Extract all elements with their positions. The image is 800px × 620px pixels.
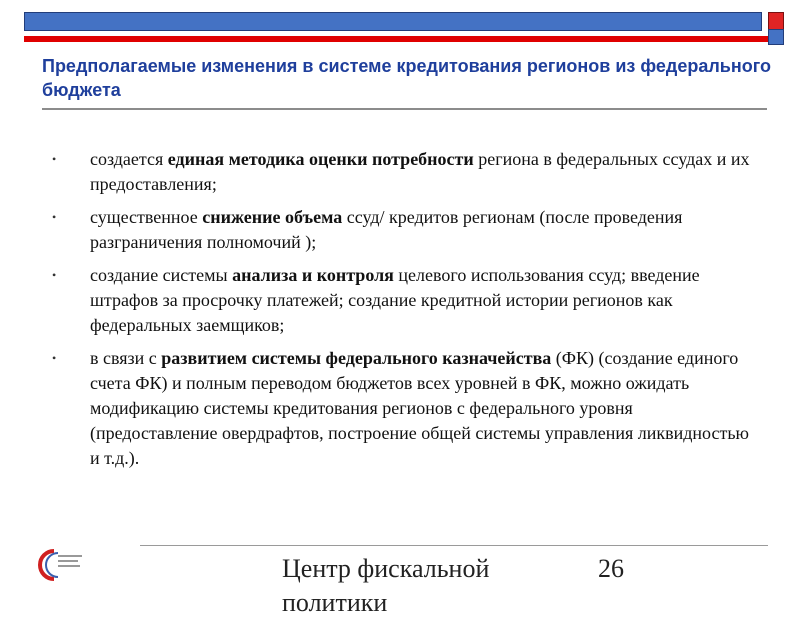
logo-icon [36, 547, 86, 583]
bullet-text-bold: единая методика оценки потребности [167, 149, 474, 169]
bullet-icon: • [52, 210, 57, 224]
bullet-item [52, 263, 752, 338]
header-band [24, 12, 762, 31]
header-red-line [24, 36, 782, 42]
title-divider [42, 108, 767, 110]
bullet-icon: • [52, 152, 57, 166]
bullet-list [52, 147, 752, 479]
bullet-text-bold: развитием системы федерального казначейства [161, 348, 552, 368]
bullet-text-post: (ФК) (создание единого счета ФК) и полным переводом бюджетов всех уровней в ФК, можно ожидать модификацию системы кредитования регионов с федерального уровня (предоставление овердрафтов, построение общей системы управления ликвидностью и т.д.). [90, 348, 749, 468]
bullet-item [52, 346, 752, 471]
bullet-text-pre: создается [90, 149, 168, 169]
footer-organization: Центр фискальной политики [282, 554, 490, 617]
page-number: 26 [598, 554, 624, 583]
corner-square-blue [768, 29, 784, 45]
bullet-text-bold: снижение объема [202, 207, 343, 227]
bullet-text-pre: в связи с [90, 348, 162, 368]
bullet-text-post: ссуд/ кредитов регионам (после проведения разграничения полномочий ); [90, 207, 683, 252]
slide-title: Предполагаемые изменения в системе кредитования регионов из федерального бюджета [42, 56, 771, 100]
bullet-text-pre: создание системы [90, 265, 233, 285]
bullet-icon: • [52, 351, 57, 365]
bullet-text-pre: существенное [90, 207, 203, 227]
bullet-item [52, 205, 752, 255]
bullet-text-post: целевого использования ссуд; введение штрафов за просрочку платежей; создание кредитной истории регионов как федеральных заемщиков; [90, 265, 700, 335]
bullet-text-bold: анализа и контроля [232, 265, 394, 285]
footer-divider [140, 545, 768, 546]
bullet-item [52, 147, 752, 197]
bullet-icon: • [52, 268, 57, 282]
bullet-text-post: региона в федеральных ссудах и их предоставления; [90, 149, 750, 194]
